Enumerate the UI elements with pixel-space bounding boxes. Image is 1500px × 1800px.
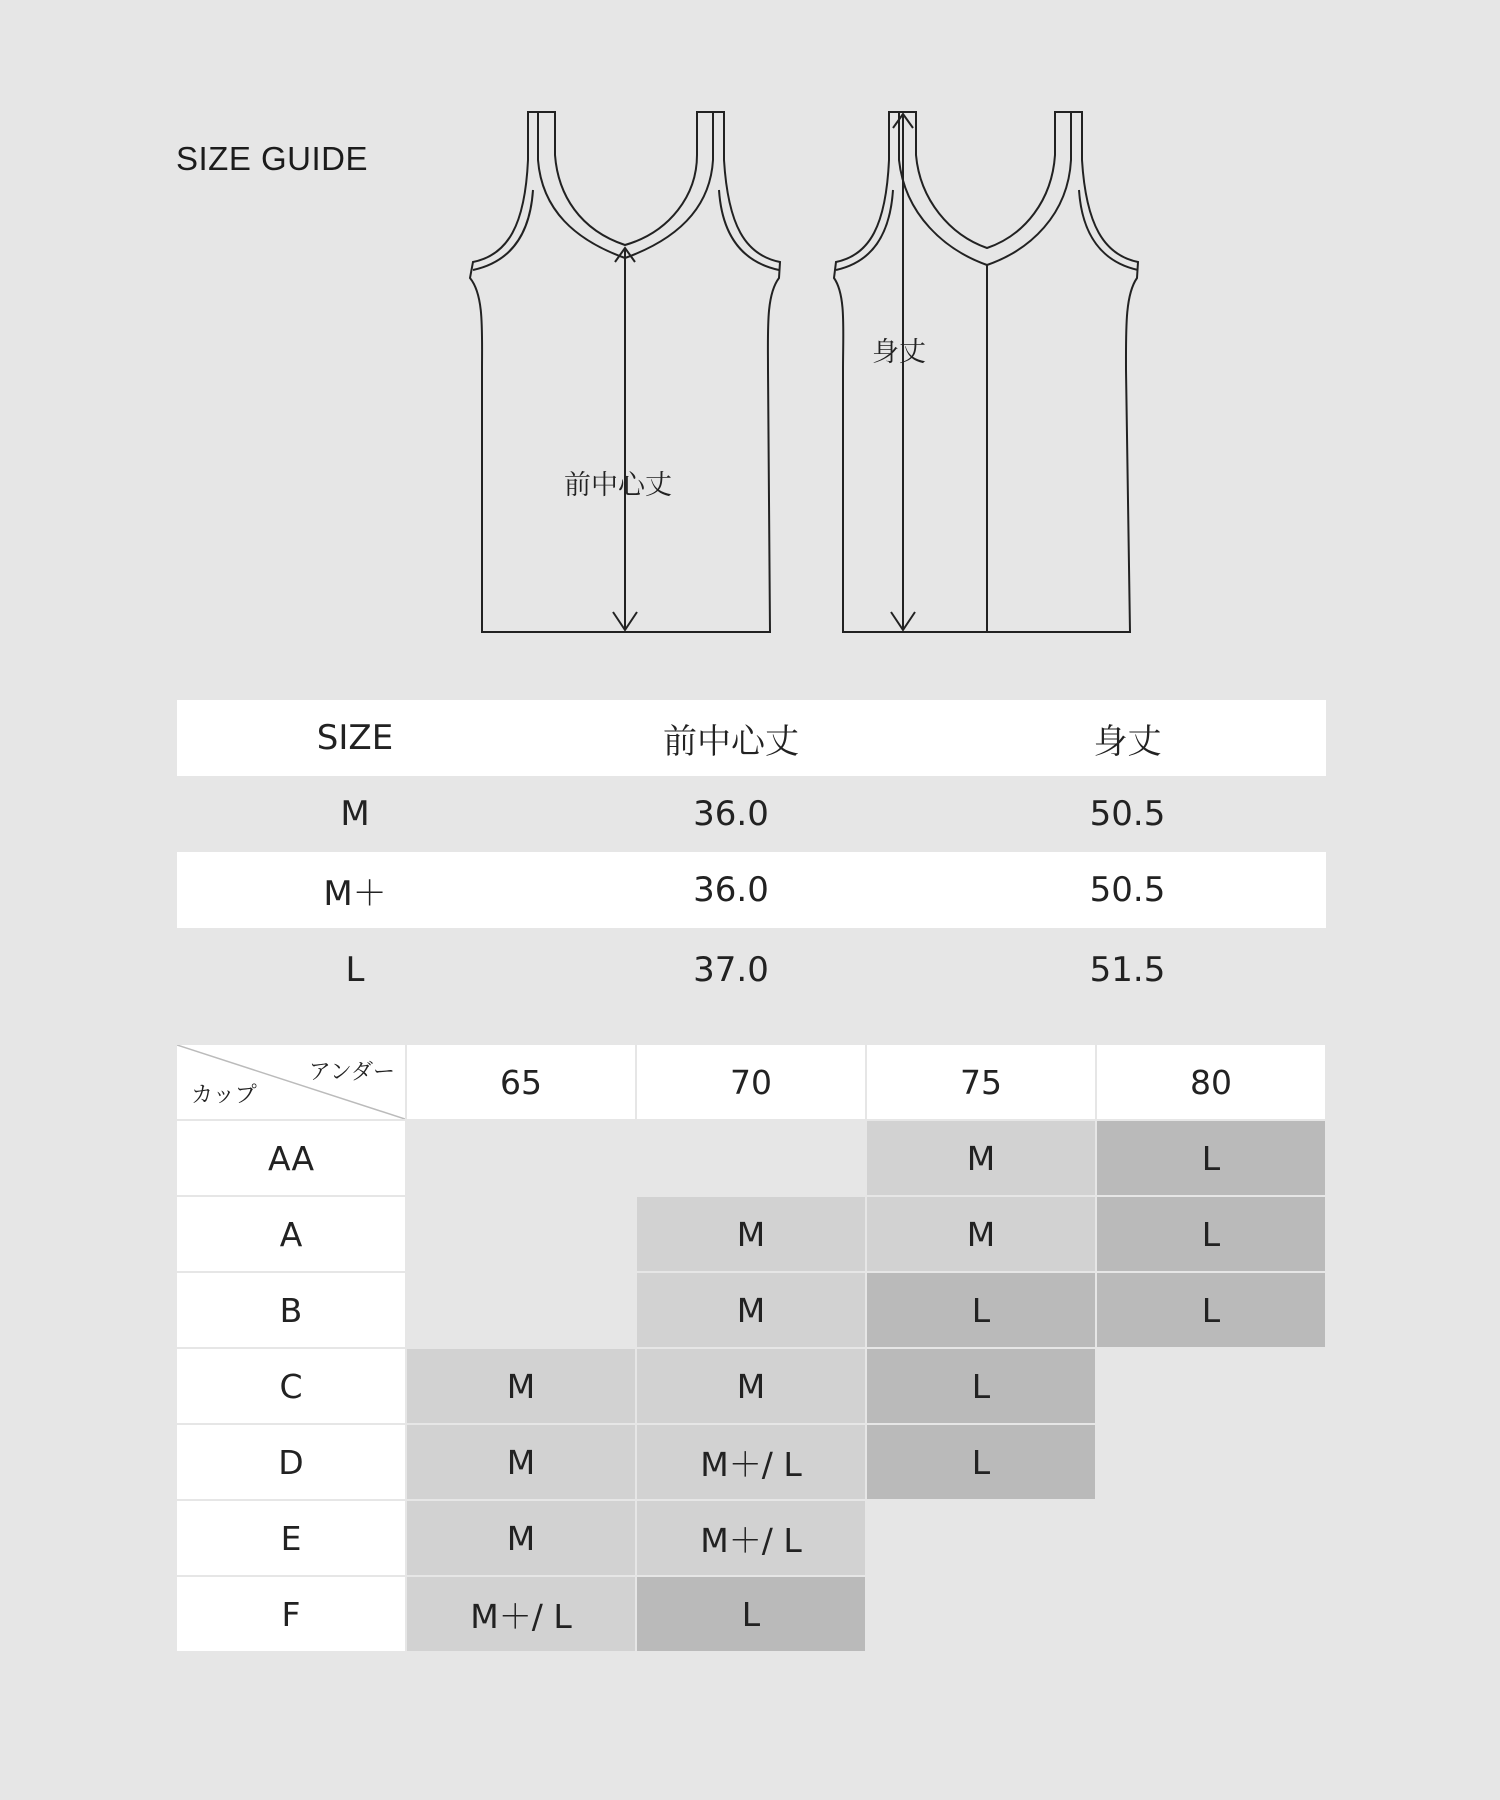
recommended-size-cell: L [867,1349,1095,1423]
cup-size-label: B [177,1273,405,1347]
header-front-length: 前中心丈 [663,721,799,762]
recommended-size-cell: M＋/ L [637,1501,865,1575]
under-size-header: 80 [1097,1045,1325,1119]
empty-cell [407,1273,635,1347]
recommended-size-cell: M [867,1197,1095,1271]
table-row [177,928,1326,1012]
recommended-size-cell: L [867,1273,1095,1347]
front-length-cell: 36.0 [693,794,769,834]
garment-diagrams [0,0,1500,660]
recommended-size-cell: M＋/ L [407,1577,635,1651]
recommended-size-cell: L [1097,1273,1325,1347]
underbust-axis-label: アンダー [308,1060,395,1085]
recommended-size-cell: M [637,1197,865,1271]
size-cell: M [340,794,370,834]
empty-cell [407,1197,635,1271]
cup-size-label: AA [177,1121,405,1195]
body-length-cell: 51.5 [1089,950,1166,990]
recommended-size-cell: M＋/ L [637,1425,865,1499]
cup-size-label: A [177,1197,405,1271]
table-row [177,852,1326,928]
grid-corner-cell [177,1045,405,1119]
back-length-label: 身丈 [872,337,926,368]
recommended-size-cell: M [407,1349,635,1423]
body-length-cell: 50.5 [1089,870,1166,910]
under-size-header: 70 [637,1045,865,1119]
recommended-size-cell: L [1097,1121,1325,1195]
body-length-cell: 50.5 [1089,794,1166,834]
recommended-size-cell: L [637,1577,865,1651]
size-cell: L [345,950,365,990]
table-header-row [177,700,1326,776]
cup-size-label: D [177,1425,405,1499]
recommended-size-cell: M [407,1501,635,1575]
header-body-length: 身丈 [1093,721,1162,762]
front-length-cell: 37.0 [693,950,769,990]
table-row [177,776,1326,852]
recommended-size-cell: M [407,1425,635,1499]
cup-size-label: C [177,1349,405,1423]
back-garment-diagram [834,112,1138,632]
empty-cell [867,1501,1095,1575]
recommended-size-cell: M [637,1273,865,1347]
empty-cell [407,1121,635,1195]
recommended-size-cell: L [867,1425,1095,1499]
header-size: SIZE [316,718,394,758]
recommended-size-cell: M [637,1349,865,1423]
cup-axis-label: カップ [191,1083,257,1108]
under-size-header: 65 [407,1045,635,1119]
cup-size-label: F [177,1577,405,1651]
empty-cell [1097,1425,1325,1499]
recommended-size-cell: M [867,1121,1095,1195]
size-measurement-table [177,700,1326,1012]
empty-cell [637,1121,865,1195]
front-length-cell: 36.0 [693,870,769,910]
empty-cell [1097,1349,1325,1423]
empty-cell [1097,1577,1325,1651]
cup-size-grid [177,1045,1325,1651]
front-length-label: 前中心丈 [564,470,672,501]
page-title: SIZE GUIDE [176,140,369,177]
under-size-header: 75 [867,1045,1095,1119]
recommended-size-cell: L [1097,1197,1325,1271]
size-cell: M＋ [323,873,387,914]
front-garment-diagram [470,112,780,632]
cup-size-label: E [177,1501,405,1575]
empty-cell [1097,1501,1325,1575]
empty-cell [867,1577,1095,1651]
